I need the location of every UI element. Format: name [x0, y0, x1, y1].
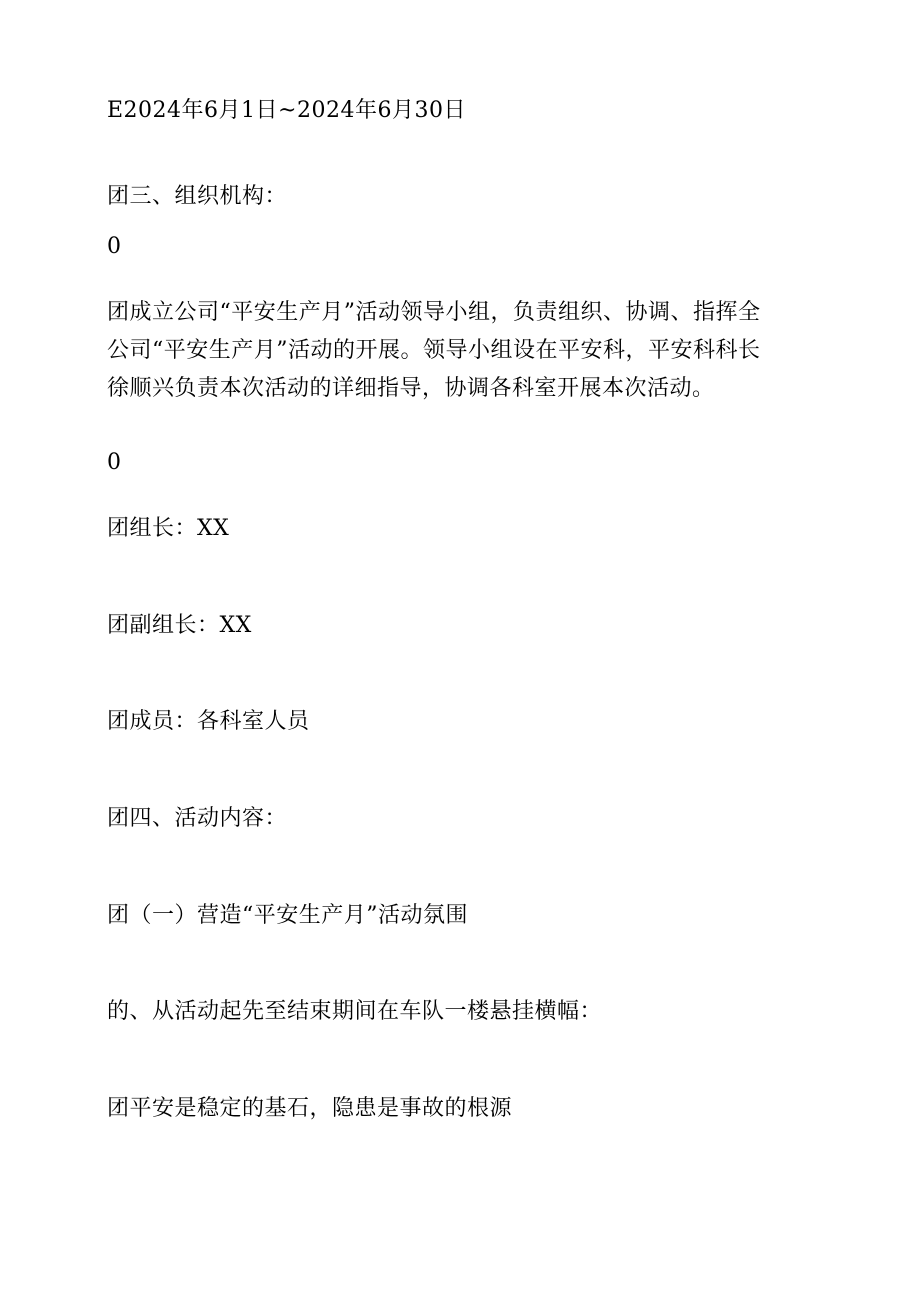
leader-line: 团组长：XX — [107, 516, 230, 541]
placeholder-zero: 0 — [107, 450, 122, 475]
date-range-line: E2024年6月1日~2024年6月30日 — [107, 98, 466, 123]
banner-instruction-line: 的、从活动起先至结束期间在车队一楼悬挂横幅： — [107, 999, 603, 1024]
section-heading-activities: 团四、活动内容： — [107, 806, 288, 831]
placeholder-zero: 0 — [107, 234, 122, 259]
members-line: 团成员：各科室人员 — [107, 709, 310, 734]
deputy-leader-line: 团副组长：XX — [107, 613, 252, 638]
banner-slogan-line: 团平安是稳定的基石，隐患是事故的根源 — [107, 1096, 513, 1121]
section-heading-organization: 团三、组织机构： — [107, 184, 288, 209]
paragraph-line: 团成立公司“平安生产月”活动领导小组，负责组织、协调、指挥全 — [107, 300, 761, 325]
organization-paragraph — [107, 294, 807, 408]
subsection-heading-atmosphere: 团（一）营造“平安生产月”活动氛围 — [107, 903, 468, 928]
paragraph-line: 徐顺兴负责本次活动的详细指导，协调各科室开展本次活动。 — [107, 376, 715, 401]
paragraph-line: 公司“平安生产月”活动的开展。领导小组设在平安科，平安科科长 — [107, 338, 761, 363]
